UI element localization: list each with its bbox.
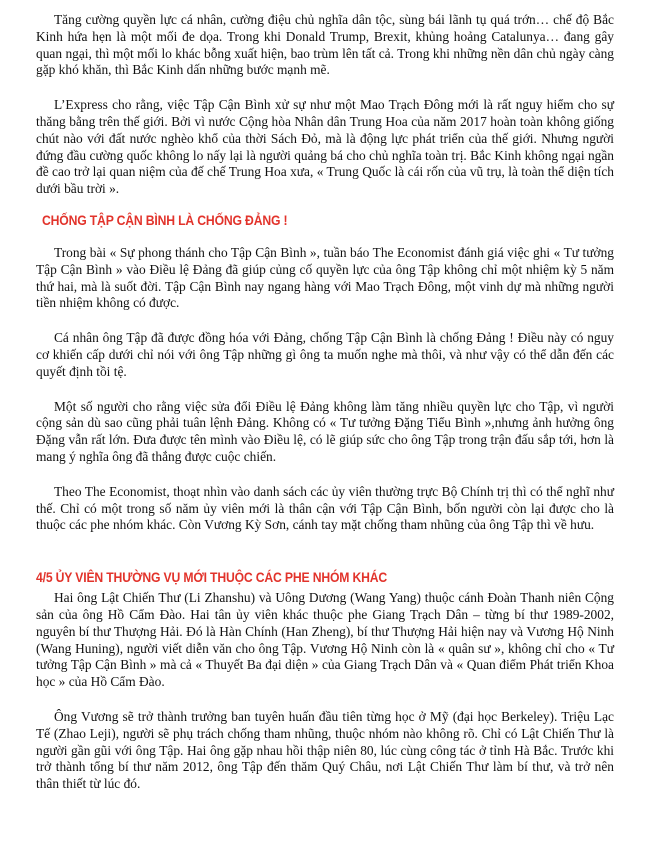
paragraph: Theo The Economist, thoạt nhìn vào danh sách các ủy viên thường trực Bộ Chính trị thì có thể nghĩ như thế. Chỉ có một trong số năm ủy viên mới là thân cận với Tập Cận Bình, bốn người còn lại được cho là thuộc các phe nhóm khác. Còn Vương Kỳ Sơn, cánh tay mặt chống tham nhũng của ông Tập thì về hưu.: [36, 483, 614, 533]
paragraph: Hai ông Lật Chiến Thư (Li Zhanshu) và Uông Dương (Wang Yang) thuộc cánh Đoàn Thanh niên Cộng sản của ông Hồ Cẩm Đào. Hai tân ủy viên khác thuộc phe Giang Trạch Dân – từng bí thư 1989-2002, nguyên bí thư Thượng Hải. Đó là Hàn Chính (Han Zheng), bí thư Thượng Hải hiện nay và Vương Hộ Ninh (Wang Huning), người viết diễn văn cho ông Tập. Vương Hộ Ninh còn là « quân sư », không chỉ cho « Tư tưởng Tập Cận Bình » mà cả « Thuyết Ba đại diện » của Giang Trạch Dân và « Quan điểm Phát triển Khoa học » của Hồ Cẩm Đào.: [36, 590, 614, 690]
section-heading: 4/5 ỦY VIÊN THƯỜNG VỤ MỚI THUỘC CÁC PHE NHÓM KHÁC: [36, 570, 388, 587]
paragraph: Cá nhân ông Tập đã được đồng hóa với Đảng, chống Tập Cận Bình là chống Đảng ! Điều này có nguy cơ khiến cấp dưới chỉ nói với ông Tập những gì ông ta muốn nghe mà thôi, và như vậy có thể dẫn đến các quyết định tồi tệ.: [36, 330, 614, 379]
section-heading: CHỐNG TẬP CẬN BÌNH LÀ CHỐNG ĐẢNG !: [42, 212, 288, 229]
paragraph: Ông Vương sẽ trở thành trưởng ban tuyên huấn đầu tiên từng học ở Mỹ (đại học Berkeley). Triệu Lạc Tế (Zhao Leji), người sẽ phụ trách chống tham nhũng, thuộc nhóm nào không rõ. Chỉ có Lật Chiến Thư là người gần gũi với ông Tập. Hai ông gặp nhau hồi thập niên 80, lúc cùng công tác ở tỉnh Hà Bắc. Trước khi trở thành tổng bí thư năm 2012, ông Tập đến thăm Quý Châu, nơi Lật Chiến Thư làm bí thư, và trở nên thân thiết từ lúc đó.: [36, 708, 614, 792]
article: [36, 12, 614, 793]
paragraph: Một số người cho rằng việc sửa đổi Điều lệ Đảng không làm tăng nhiều quyền lực cho Tập, vì người cộng sản dù sao cũng phải tuân lệnh Đảng. Không có « Tư tưởng Đặng Tiểu Bình »,nhưng ảnh hưởng ông Đặng vẫn rất lớn. Đưa được tên mình vào Điều lệ, có lẽ giúp sức cho ông Tập trong trận đấu sắp tới, hơn là mang ý nghĩa ông đã thắng được cuộc chiến.: [36, 398, 614, 464]
paragraph: Trong bài « Sự phong thánh cho Tập Cận Bình », tuần báo The Economist đánh giá việc ghi « Tư tưởng Tập Cận Bình » vào Điều lệ Đảng đã giúp củng cố quyền lực của ông Tập không chỉ một nhiệm kỳ 5 năm thứ hai, mà là suốt đời. Tập Cận Bình nay ngang hàng với Mao Trạch Đông, một vinh dự mà những người tiền nhiệm không có được.: [36, 244, 614, 311]
paragraph: L’Express cho rằng, việc Tập Cận Bình xử sự như một Mao Trạch Đông mới là rất nguy hiểm cho sự thăng bằng trên thế giới. Bởi vì nước Cộng hòa Nhân dân Trung Hoa của năm 2017 hoàn toàn không giống chút nào với đất nước nghèo khổ của thời Sách Đỏ, mà là động lực phát triển của thế giới. Nhưng người đứng đầu cường quốc không lo nấy lại là người quảng bá cho chủ nghĩa toàn trị. Bắc Kinh không ngại ngần đề cao trở lại quan niệm của đế chế Trung Hoa xưa, « Trung Quốc là cái rốn của vũ trụ, là toàn thể diện tích dưới bầu trời ».: [36, 97, 614, 197]
paragraph: Tăng cường quyền lực cá nhân, cường điệu chủ nghĩa dân tộc, sùng bái lãnh tụ quá trớn… chế độ Bắc Kinh hứa hẹn là một mối đe dọa. Trong khi Donald Trump, Brexit, khủng hoảng Catalunya… đang gây quan ngại, thì một mối lo khác bỗng xuất hiện, bao trùm lên tất cả. Trong khi những nền dân chủ ngày càng gặp khó khăn, thì Bắc Kinh dấn những bước mạnh mẽ.: [36, 12, 614, 78]
